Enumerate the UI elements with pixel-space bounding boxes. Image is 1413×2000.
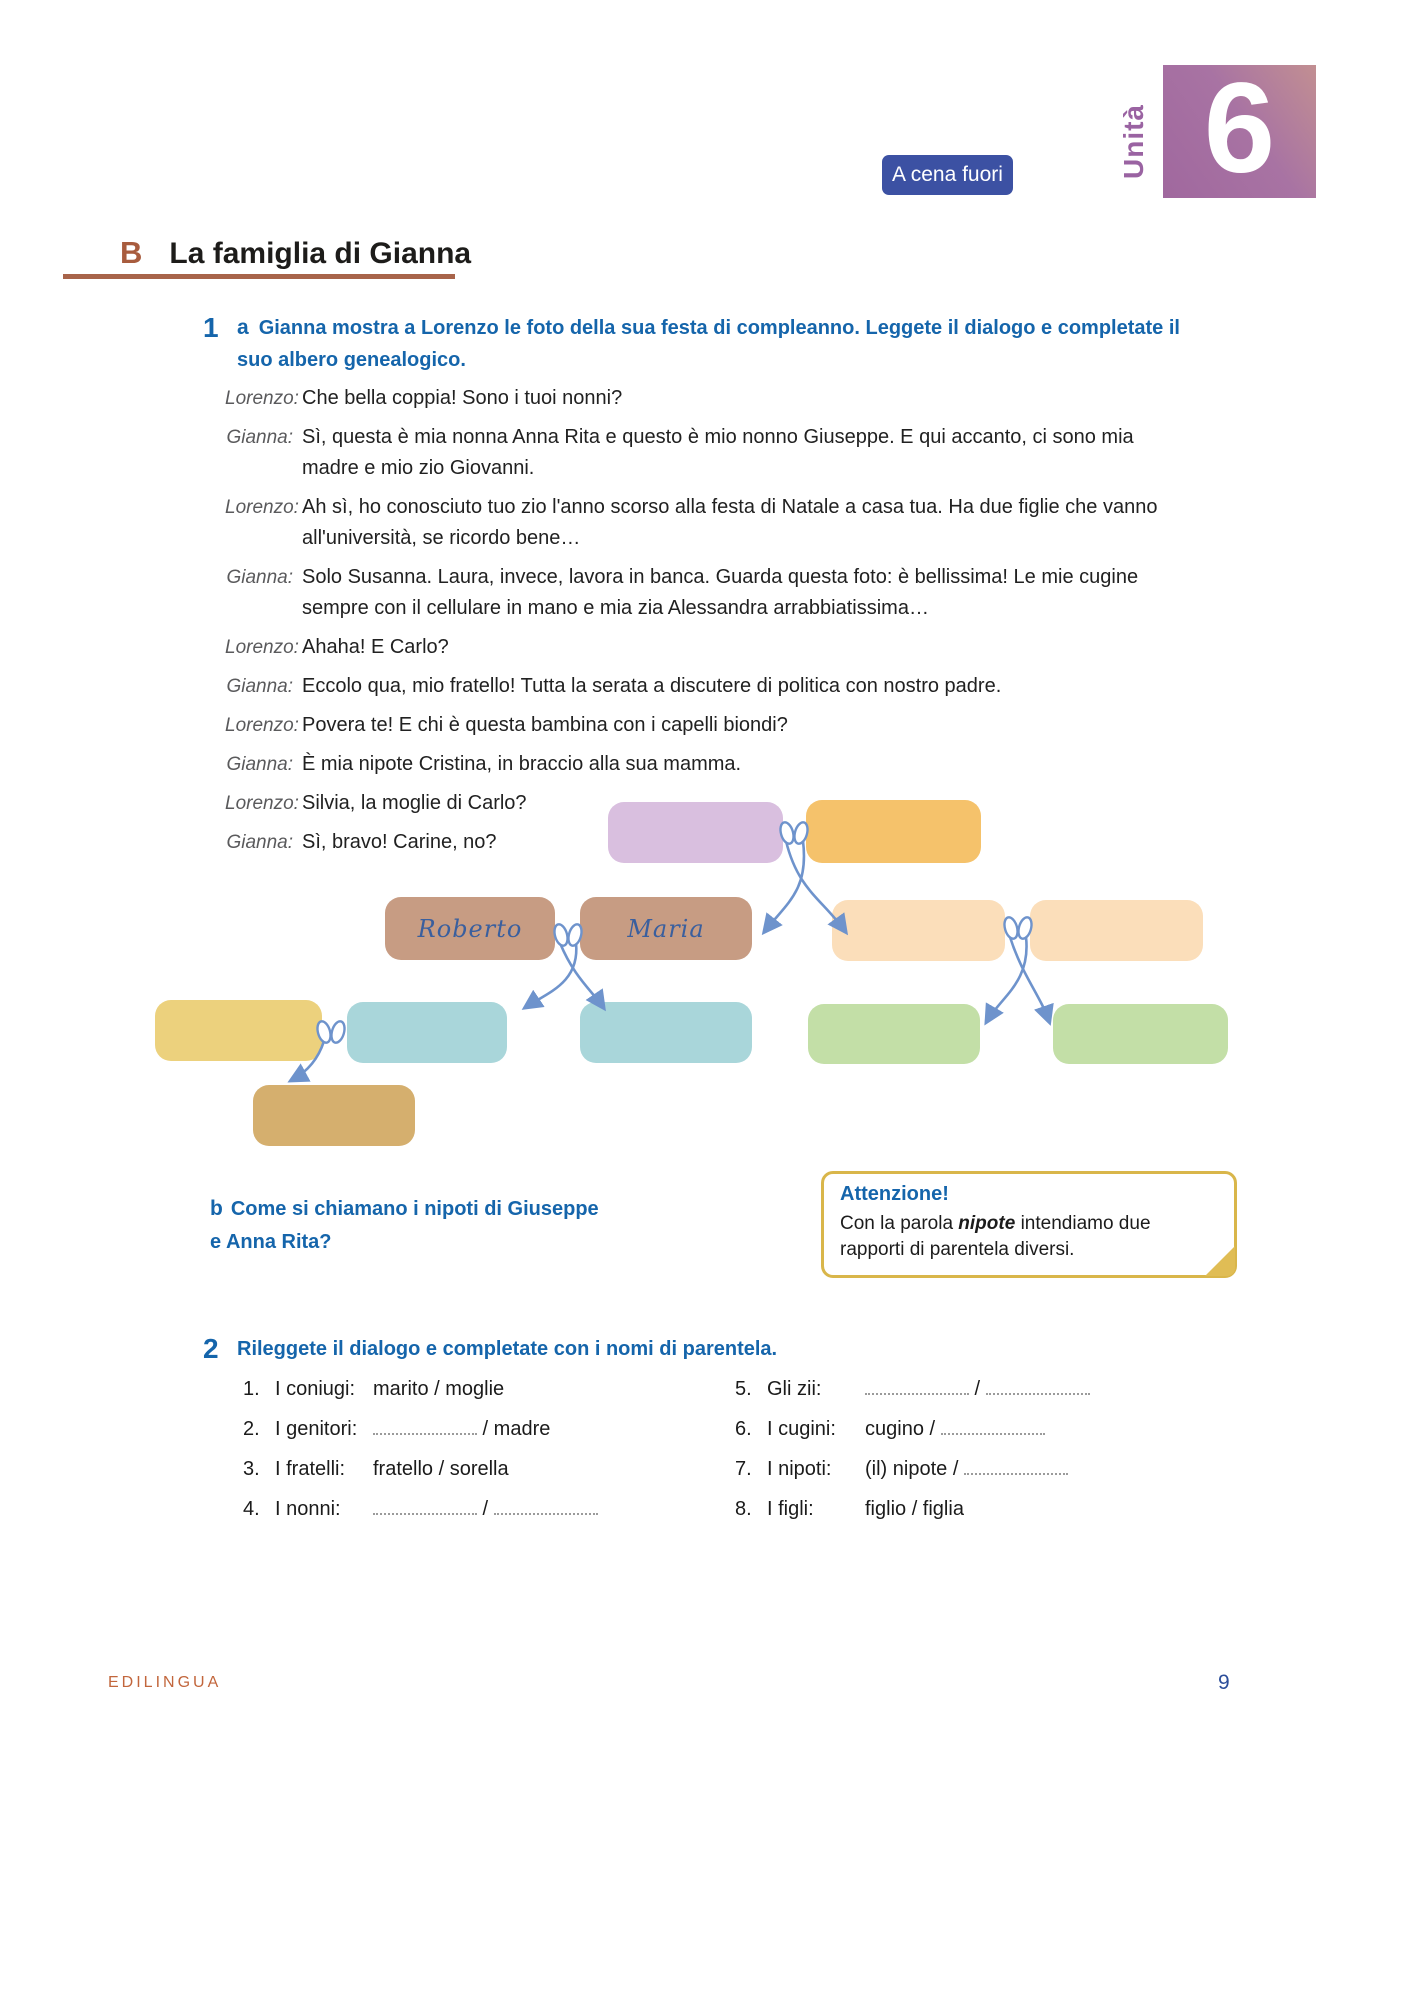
fill-in-blank[interactable]: [986, 1381, 1090, 1395]
fill-in-blank[interactable]: [373, 1501, 477, 1515]
item-value: marito / moglie: [373, 1378, 505, 1400]
fill-in-blank[interactable]: [494, 1501, 598, 1515]
dialog-turn: [225, 710, 1190, 741]
section-heading: [120, 235, 471, 271]
item-number: 7.: [735, 1458, 752, 1480]
dialog-text: Sì, questa è mia nonna Anna Rita e questo è mio nonno Giuseppe. E qui accanto, ci sono mia madre e mio zio Giovanni.: [302, 426, 1134, 479]
folded-corner: [1205, 1246, 1235, 1276]
item-value: (il) nipote /: [865, 1458, 1245, 1481]
item-label: I coniugi:: [275, 1378, 356, 1400]
tree-box-label: [806, 800, 981, 863]
exercise1b-question: [210, 1192, 602, 1259]
section-title: La famiglia di Gianna: [169, 237, 472, 270]
tree-box-gen3-child1[interactable]: [347, 1002, 507, 1063]
item-number: 3.: [243, 1458, 260, 1480]
tree-box-gen1-left[interactable]: [608, 802, 783, 863]
dialog-speaker: Gianna:: [226, 754, 293, 775]
tree-box-gen3-cousin2[interactable]: [1053, 1004, 1228, 1064]
lesson-title-badge: A cena fuori: [882, 155, 1013, 195]
item-label: I genitori:: [275, 1418, 358, 1440]
fill-in-blank[interactable]: [941, 1421, 1045, 1435]
exercise1-part-letter: a: [237, 316, 249, 339]
dialog-speaker: Gianna:: [226, 676, 293, 697]
item-value: /: [865, 1378, 1245, 1401]
dialog-speaker: Lorenzo:: [225, 793, 299, 814]
attention-highlight-word: nipote: [958, 1213, 1016, 1234]
tree-box-label: [608, 802, 783, 863]
dialog-text: Solo Susanna. Laura, invece, lavora in banca. Guarda questa foto: è bellissima! Le mie cugine sempre con il cellulare in mano e mia zia Alessandra arrabbiatissima…: [302, 566, 1139, 619]
tree-box-gen2-maria[interactable]: [580, 897, 752, 960]
unit-number: 6: [1203, 56, 1276, 200]
tree-box-gen2-roberto[interactable]: [385, 897, 555, 960]
dialog-turn: [225, 422, 1190, 484]
exercise1-instruction: [237, 312, 1198, 376]
attention-callout-box: [821, 1171, 1237, 1278]
exercise2-right-column: [735, 1378, 1245, 1538]
family-tree-diagram: [0, 795, 1413, 1165]
dialog-turn: [225, 632, 1190, 663]
dialog-speaker: Gianna:: [226, 567, 293, 588]
dialog-turn: [225, 492, 1190, 554]
unit-label: Unità: [1118, 104, 1149, 180]
dialog-turn: [225, 383, 1190, 414]
attention-title: Attenzione!: [840, 1183, 949, 1205]
item-value: /: [373, 1498, 713, 1521]
item-value: figlio / figlia: [865, 1498, 964, 1520]
dialog-text: Povera te! E chi è questa bambina con i capelli biondi?: [302, 714, 788, 736]
item-value: fratello / sorella: [373, 1458, 509, 1480]
exercise2-item: [243, 1498, 713, 1538]
section-letter: B: [120, 235, 143, 270]
exercise2-header: [203, 1333, 1253, 1365]
item-number: 1.: [243, 1378, 260, 1400]
tree-box-label: [832, 900, 1005, 961]
fill-in-blank[interactable]: [865, 1381, 969, 1395]
dialog-speaker: Gianna:: [226, 427, 293, 448]
item-number: 5.: [735, 1378, 752, 1400]
dialog-text: Eccolo qua, mio fratello! Tutta la serata a discutere di politica con nostro padre.: [302, 675, 1002, 697]
tree-box-label: Roberto: [417, 914, 523, 943]
tree-box-gen2-uncle[interactable]: [832, 900, 1005, 961]
exercise1b-question-text: Come si chiamano i nipoti di Giuseppe e Anna Rita?: [210, 1198, 599, 1253]
tree-box-label: Maria: [627, 914, 705, 943]
tree-box-label: [808, 1004, 980, 1064]
dialog-speaker: Lorenzo:: [225, 497, 299, 518]
tree-box-gen3-child2[interactable]: [580, 1002, 752, 1063]
exercise2-item: [243, 1378, 713, 1418]
dialog-text: Ah sì, ho conosciuto tuo zio l'anno scorso alla festa di Natale a casa tua. Ha due figlie che vanno all'università, se ricordo bene…: [302, 496, 1158, 549]
exercise2-item: [735, 1498, 1245, 1538]
exercise1-instruction-text: Gianna mostra a Lorenzo le foto della sua festa di compleanno. Leggete il dialogo e completate il suo albero genealogico.: [237, 317, 1180, 371]
item-label: Gli zii:: [767, 1378, 822, 1400]
item-number: 2.: [243, 1418, 260, 1440]
exercise2-item: [735, 1418, 1245, 1458]
section-underline: [63, 274, 455, 279]
exercise2-item: [243, 1458, 713, 1498]
dialog-text: Silvia, la moglie di Carlo?: [302, 792, 527, 814]
exercise2-number: 2: [203, 1333, 219, 1364]
unit-number-tile: [1163, 56, 1316, 200]
tree-box-label: [580, 1002, 752, 1063]
page-number: 9: [1218, 1671, 1230, 1694]
item-label: I nipoti:: [767, 1458, 832, 1480]
item-label: I nonni:: [275, 1498, 341, 1520]
tree-box-label: [1030, 900, 1203, 961]
item-number: 4.: [243, 1498, 260, 1520]
dialog-text: Ahaha! E Carlo?: [302, 636, 449, 658]
dialog-text: È mia nipote Cristina, in braccio alla sua mamma.: [302, 753, 742, 775]
exercise2-left-column: [243, 1378, 713, 1538]
item-number: 8.: [735, 1498, 752, 1520]
dialog-turn: [225, 562, 1190, 624]
tree-box-gen3-cousin1[interactable]: [808, 1004, 980, 1064]
tree-box-label: [155, 1000, 322, 1061]
tree-box-label: [347, 1002, 507, 1063]
exercise2-item: [735, 1378, 1245, 1418]
tree-box-gen3-spouse[interactable]: [155, 1000, 322, 1061]
dialog-speaker: Gianna:: [226, 832, 293, 853]
dialog-text: Che bella coppia! Sono i tuoi nonni?: [302, 387, 623, 409]
attention-text: Con la parola nipote intendiamo due rapporti di parentela diversi.: [840, 1213, 1151, 1260]
item-label: I cugini:: [767, 1418, 836, 1440]
dialog-text: Sì, bravo! Carine, no?: [302, 831, 497, 853]
exercise2-item: [243, 1418, 713, 1458]
exercise2-item: [735, 1458, 1245, 1498]
item-number: 6.: [735, 1418, 752, 1440]
item-value: / madre: [373, 1418, 713, 1441]
item-value: cugino /: [865, 1418, 1245, 1441]
exercise1-header: [203, 312, 1198, 376]
tree-box-label: [253, 1085, 415, 1146]
item-label: I figli:: [767, 1498, 814, 1520]
fill-in-blank[interactable]: [964, 1461, 1068, 1475]
tree-box-gen1-right[interactable]: [806, 800, 981, 863]
dialog-speaker: Lorenzo:: [225, 637, 299, 658]
exercise1b-part-letter: b: [210, 1197, 223, 1220]
dialog-turn: [225, 671, 1190, 702]
tree-box-label: [1053, 1004, 1228, 1064]
dialog: [225, 383, 1190, 866]
dialog-speaker: Lorenzo:: [225, 388, 299, 409]
publisher-logo: EDILINGUA: [108, 1674, 222, 1691]
fill-in-blank[interactable]: [373, 1421, 477, 1435]
tree-box-gen2-aunt[interactable]: [1030, 900, 1203, 961]
dialog-turn: [225, 749, 1190, 780]
tree-box-gen4-grandchild[interactable]: [253, 1085, 415, 1146]
exercise2-instruction: Rileggete il dialogo e completate con i nomi di parentela.: [237, 1338, 778, 1360]
exercise1-number: 1: [203, 312, 219, 343]
item-label: I fratelli:: [275, 1458, 346, 1480]
dialog-speaker: Lorenzo:: [225, 715, 299, 736]
